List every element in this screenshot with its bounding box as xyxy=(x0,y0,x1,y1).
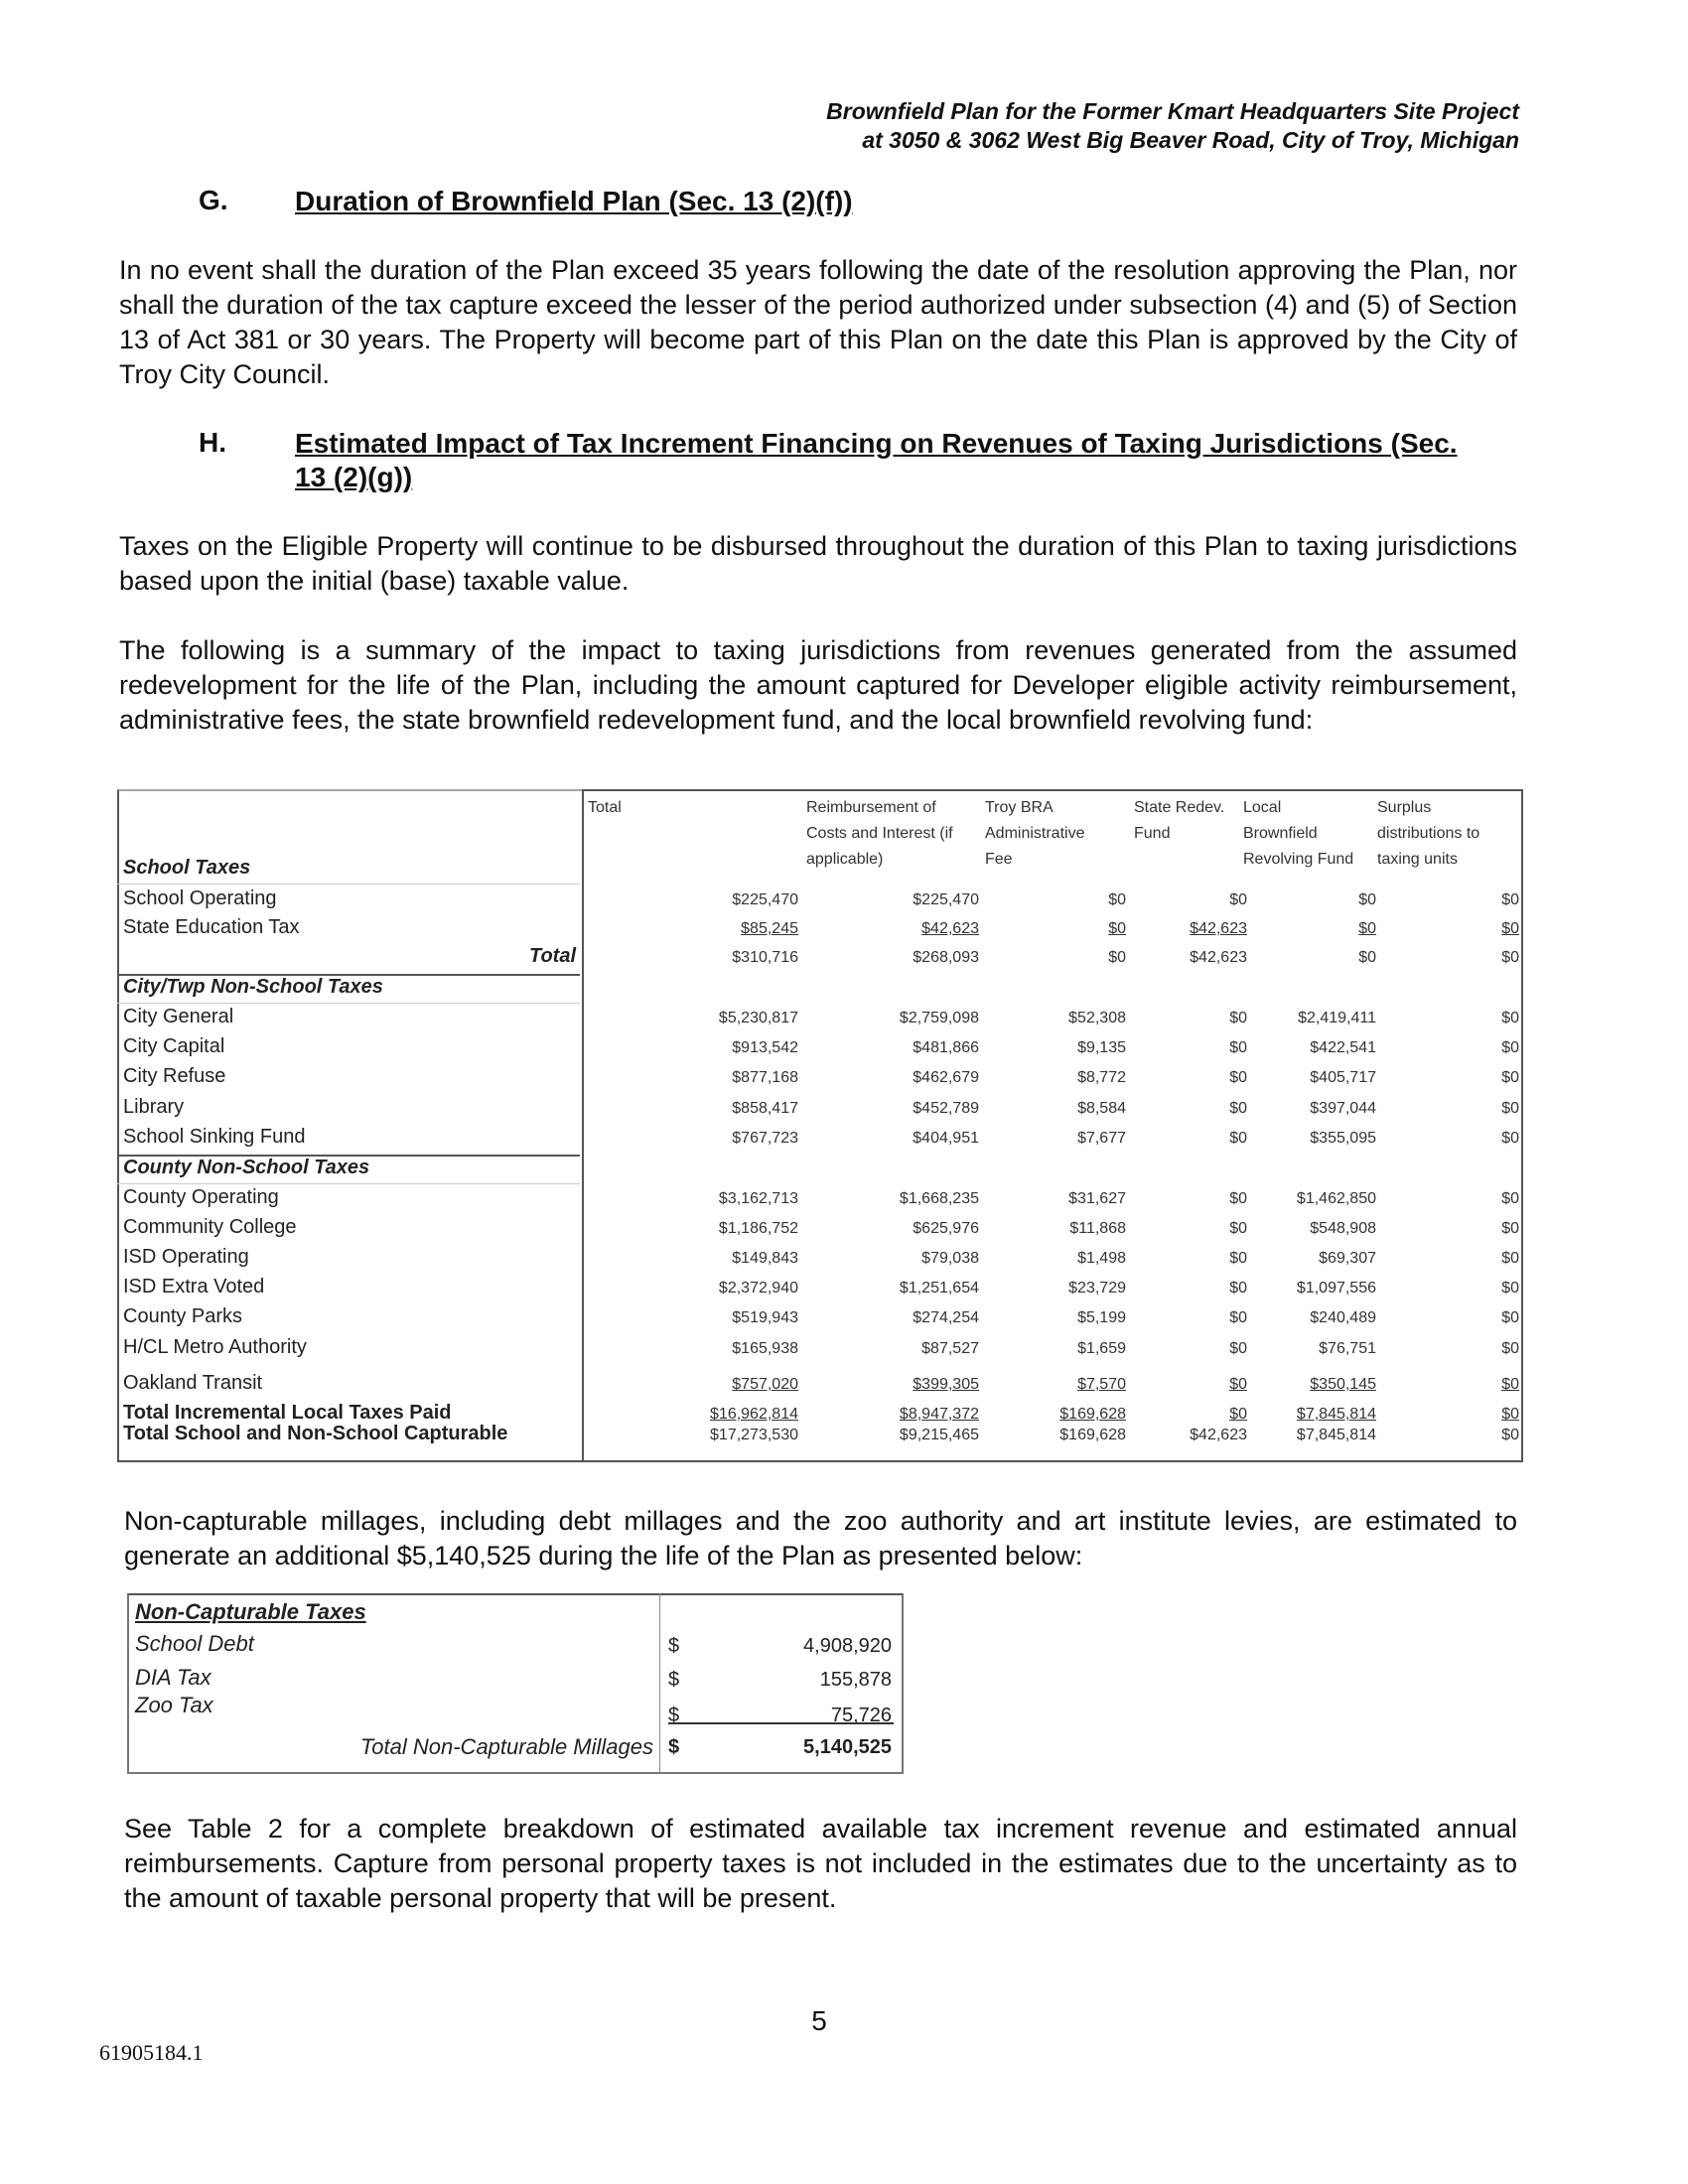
row-label: School Operating xyxy=(123,887,277,909)
table-cell: $0 xyxy=(1501,1039,1519,1056)
section-g-paragraph: In no event shall the duration of the Plan exceed 35 years following the date of the resolution approving the Plan, nor shall the duration of the tax capture exceed the lesser of the period authorized under subsection (4) and (5) of Section 13 of Act 381 or 30 years. The Property will become part of this Plan on the date this Plan is approved by the City of Troy City Council. xyxy=(119,255,1517,389)
running-header xyxy=(826,97,1519,155)
row-label: Total School and Non-School Capturable xyxy=(123,1423,508,1444)
column-header-line: Costs and Interest (if xyxy=(806,825,953,842)
section-h-para1-text: Taxes on the Eligible Property will continue to be disbursed throughout the duration of this Plan to taxing jurisdictions based upon the initial (base) taxable value. xyxy=(119,531,1517,596)
table-cell: $0 xyxy=(1229,1069,1247,1086)
noncap-title: Non-Capturable Taxes xyxy=(135,1599,366,1624)
table-cell: $268,093 xyxy=(913,949,979,966)
table-cell: $23,729 xyxy=(1068,1280,1126,1297)
row-label: Oakland Transit xyxy=(123,1372,263,1394)
table-cell: $52,308 xyxy=(1068,1010,1126,1026)
column-header xyxy=(1134,795,1224,847)
noncap-row-label: Zoo Tax xyxy=(135,1693,213,1717)
impact-table-values-area xyxy=(582,789,1523,1462)
section-g-title: Duration of Brownfield Plan (Sec. 13 (2)(f)) xyxy=(295,186,853,216)
noncap-intro xyxy=(124,1504,1517,1573)
table-cell: $1,186,752 xyxy=(718,1220,798,1237)
table-cell: $85,245 xyxy=(741,920,798,937)
noncap-row-label: School Debt xyxy=(135,1631,254,1656)
table-cell: $7,845,814 xyxy=(1296,1406,1376,1423)
section-h-title: Estimated Impact of Tax Increment Financing on Revenues of Taxing Jurisdictions (Sec. 13 (2)(g)) xyxy=(295,428,1458,492)
table-cell: $625,976 xyxy=(913,1220,979,1237)
table-cell: $5,230,817 xyxy=(718,1010,798,1026)
column-header xyxy=(1243,795,1353,873)
table-cell: $1,668,235 xyxy=(899,1190,979,1207)
table-cell: $0 xyxy=(1229,1100,1247,1117)
table-cell: $42,623 xyxy=(921,920,979,937)
table-cell: $0 xyxy=(1358,891,1376,908)
table-cell: $0 xyxy=(1501,1250,1519,1267)
table-cell: $225,470 xyxy=(913,891,979,908)
table-cell: $8,772 xyxy=(1077,1069,1126,1086)
table-cell: $399,305 xyxy=(913,1376,979,1393)
column-header xyxy=(806,795,953,873)
table-cell: $42,623 xyxy=(1190,1427,1247,1443)
section-h-heading xyxy=(199,427,1489,498)
row-label: Library xyxy=(123,1096,185,1118)
table-cell: $355,095 xyxy=(1310,1130,1376,1147)
header-line-1: Brownfield Plan for the Former Kmart Headquarters Site Project xyxy=(826,98,1519,124)
row-label: School Sinking Fund xyxy=(123,1126,306,1148)
noncap-row-value: 155,878 xyxy=(819,1669,892,1691)
table-cell: $79,038 xyxy=(921,1250,979,1267)
group-underline xyxy=(117,1003,580,1004)
table-cell: $350,145 xyxy=(1310,1376,1376,1393)
table-cell: $0 xyxy=(1108,891,1126,908)
table-cell: $757,020 xyxy=(732,1376,798,1393)
column-header-line: State Redev. xyxy=(1134,799,1225,816)
table-cell: $0 xyxy=(1501,1010,1519,1026)
noncap-table-divider xyxy=(659,1593,660,1772)
table-cell: $0 xyxy=(1501,1280,1519,1297)
table-cell: $0 xyxy=(1229,1376,1247,1393)
row-label: State Education Tax xyxy=(123,916,300,938)
noncap-row-currency: $ xyxy=(668,1635,680,1657)
table-cell: $274,254 xyxy=(913,1309,979,1326)
table-cell: $0 xyxy=(1501,1376,1519,1393)
group-heading: City/Twp Non-School Taxes xyxy=(123,976,383,998)
row-label: H/CL Metro Authority xyxy=(123,1336,307,1358)
noncap-row-value: 4,908,920 xyxy=(803,1635,892,1657)
table-cell: $11,868 xyxy=(1069,1220,1126,1237)
column-header-line: Total xyxy=(588,799,622,816)
row-label: City Capital xyxy=(123,1035,225,1057)
table-cell: $0 xyxy=(1229,1280,1247,1297)
table-cell: $165,938 xyxy=(732,1340,798,1357)
column-header xyxy=(1377,795,1479,873)
noncap-row-currency: $ xyxy=(668,1705,680,1726)
table-cell: $405,717 xyxy=(1310,1069,1376,1086)
table-cell: $0 xyxy=(1108,920,1126,937)
table-cell: $0 xyxy=(1229,1250,1247,1267)
table-cell: $31,627 xyxy=(1068,1190,1126,1207)
table-cell: $0 xyxy=(1229,1039,1247,1056)
noncap-total-currency: $ xyxy=(668,1736,680,1758)
table-cell: $767,723 xyxy=(732,1130,798,1147)
column-header-line: Troy BRA xyxy=(985,799,1054,816)
section-h-letter: H. xyxy=(199,427,226,458)
table-cell: $3,162,713 xyxy=(718,1190,798,1207)
page-number: 5 xyxy=(811,2005,827,2036)
noncap-row-value: 75,726 xyxy=(830,1705,892,1726)
table-cell: $0 xyxy=(1501,1220,1519,1237)
table-cell: $225,470 xyxy=(732,891,798,908)
table-cell: $0 xyxy=(1229,1010,1247,1026)
column-header xyxy=(588,795,622,821)
column-header-line: Brownfield xyxy=(1243,825,1318,842)
column-header-line: taxing units xyxy=(1377,851,1458,868)
table-cell: $2,372,940 xyxy=(718,1280,798,1297)
table-cell: $913,542 xyxy=(732,1039,798,1056)
column-header-line: Administrative xyxy=(985,825,1085,842)
table-cell: $0 xyxy=(1108,949,1126,966)
table-cell: $149,843 xyxy=(732,1250,798,1267)
group-underline xyxy=(117,884,580,885)
column-header-line: Reimbursement of xyxy=(806,799,936,816)
table-cell: $8,947,372 xyxy=(899,1406,979,1423)
closing-paragraph xyxy=(124,1812,1517,1916)
table-cell: $169,628 xyxy=(1059,1406,1126,1423)
row-label: Community College xyxy=(123,1216,297,1238)
table-cell: $76,751 xyxy=(1319,1340,1376,1357)
row-label: ISD Extra Voted xyxy=(123,1276,265,1297)
table-cell: $0 xyxy=(1501,1340,1519,1357)
table-cell: $1,498 xyxy=(1077,1250,1126,1267)
row-label: Total xyxy=(528,945,576,967)
table-cell: $0 xyxy=(1358,949,1376,966)
closing-text: See Table 2 for a complete breakdown of estimated available tax increment revenue and estimated annual reimbursements. Capture from personal property taxes is not included in the estimates due to the uncertainty as to the amount of taxable personal property that will be present. xyxy=(124,1814,1517,1913)
column-header-line: Revolving Fund xyxy=(1243,851,1354,868)
row-label: Total Incremental Local Taxes Paid xyxy=(123,1402,452,1424)
table-cell: $7,845,814 xyxy=(1296,1427,1376,1443)
group-heading: School Taxes xyxy=(123,857,251,879)
table-cell: $0 xyxy=(1501,891,1519,908)
table-cell: $0 xyxy=(1501,1069,1519,1086)
table-cell: $169,628 xyxy=(1059,1427,1126,1443)
table-cell: $452,789 xyxy=(913,1100,979,1117)
table-cell: $0 xyxy=(1501,1309,1519,1326)
table-cell: $7,677 xyxy=(1077,1130,1126,1147)
section-g-heading xyxy=(199,185,1489,224)
table-cell: $0 xyxy=(1501,1406,1519,1423)
table-cell: $0 xyxy=(1501,1190,1519,1207)
table-cell: $1,097,556 xyxy=(1296,1280,1376,1297)
table-cell: $5,199 xyxy=(1077,1309,1126,1326)
table-cell: $422,541 xyxy=(1310,1039,1376,1056)
table-cell: $9,135 xyxy=(1077,1039,1126,1056)
table-cell: $1,251,654 xyxy=(899,1280,979,1297)
document-id: 61905184.1 xyxy=(99,2040,204,2065)
table-cell: $16,962,814 xyxy=(710,1406,798,1423)
table-cell: $42,623 xyxy=(1190,920,1247,937)
header-line-2: at 3050 & 3062 West Big Beaver Road, City of Troy, Michigan xyxy=(862,127,1519,153)
noncap-total-value: 5,140,525 xyxy=(803,1736,892,1758)
group-divider xyxy=(117,1155,580,1157)
section-h-paragraph-1 xyxy=(119,529,1517,599)
column-header-line: Surplus xyxy=(1377,799,1432,816)
table-cell: $0 xyxy=(1229,1309,1247,1326)
table-cell: $1,462,850 xyxy=(1296,1190,1376,1207)
section-h-paragraph-2 xyxy=(119,633,1517,738)
table-cell: $0 xyxy=(1501,920,1519,937)
table-cell: $87,527 xyxy=(921,1340,979,1357)
table-cell: $0 xyxy=(1229,1406,1247,1423)
table-cell: $42,623 xyxy=(1190,949,1247,966)
noncap-sum-rule xyxy=(668,1722,894,1724)
table-cell: $0 xyxy=(1229,1130,1247,1147)
table-cell: $2,419,411 xyxy=(1298,1010,1376,1026)
column-header-line: Fee xyxy=(985,851,1013,868)
noncap-row-label: DIA Tax xyxy=(135,1665,211,1690)
impact-table xyxy=(117,789,1521,1464)
group-divider xyxy=(117,974,580,976)
table-cell: $519,943 xyxy=(732,1309,798,1326)
noncap-intro-text: Non-capturable millages, including debt millages and the zoo authority and art institute levies, are estimated to generate an additional $5,140,525 during the life of the Plan as presented below: xyxy=(124,1506,1517,1570)
table-cell: $0 xyxy=(1501,1100,1519,1117)
table-cell: $9,215,465 xyxy=(899,1427,979,1443)
noncap-total-label: Total Non-Capturable Millages xyxy=(359,1734,653,1759)
column-header xyxy=(985,795,1084,873)
section-h-para2-text: The following is a summary of the impact to taxing jurisdictions from revenues generated from the assumed redevelopment for the life of the Plan, including the amount captured for Developer eligible activity reimbursement, administrative fees, the state brownfield redevelopment fund, and the local brownfield revolving fund: xyxy=(119,635,1517,735)
group-heading: County Non-School Taxes xyxy=(123,1157,370,1178)
table-cell: $17,273,530 xyxy=(710,1427,798,1443)
table-cell: $0 xyxy=(1358,920,1376,937)
table-cell: $462,679 xyxy=(913,1069,979,1086)
row-label: County Parks xyxy=(123,1305,243,1327)
table-cell: $481,866 xyxy=(913,1039,979,1056)
noncapturable-table xyxy=(127,1593,902,1772)
table-cell: $1,659 xyxy=(1077,1340,1126,1357)
row-label: County Operating xyxy=(123,1186,279,1208)
table-cell: $0 xyxy=(1229,1190,1247,1207)
noncap-row-currency: $ xyxy=(668,1669,680,1691)
group-underline xyxy=(117,1183,580,1184)
table-cell: $404,951 xyxy=(913,1130,979,1147)
table-cell: $0 xyxy=(1229,891,1247,908)
table-cell: $397,044 xyxy=(1310,1100,1376,1117)
row-label: City Refuse xyxy=(123,1065,226,1087)
table-cell: $877,168 xyxy=(732,1069,798,1086)
table-cell: $7,570 xyxy=(1077,1376,1126,1393)
table-cell: $240,489 xyxy=(1310,1309,1376,1326)
table-cell: $858,417 xyxy=(732,1100,798,1117)
column-header-line: applicable) xyxy=(806,851,884,868)
table-cell: $8,584 xyxy=(1077,1100,1126,1117)
row-label: ISD Operating xyxy=(123,1246,249,1268)
table-cell: $310,716 xyxy=(732,949,798,966)
row-label: City General xyxy=(123,1006,234,1027)
table-cell: $0 xyxy=(1501,1427,1519,1443)
table-cell: $0 xyxy=(1501,949,1519,966)
section-g-letter: G. xyxy=(199,185,228,215)
table-cell: $69,307 xyxy=(1319,1250,1376,1267)
column-header-line: Local xyxy=(1243,799,1282,816)
table-cell: $2,759,098 xyxy=(899,1010,979,1026)
table-cell: $548,908 xyxy=(1310,1220,1376,1237)
table-cell: $0 xyxy=(1501,1130,1519,1147)
column-header-line: distributions to xyxy=(1377,825,1480,842)
table-cell: $0 xyxy=(1229,1340,1247,1357)
column-header-line: Fund xyxy=(1134,825,1171,842)
section-g-body xyxy=(119,253,1517,392)
table-cell: $0 xyxy=(1229,1220,1247,1237)
